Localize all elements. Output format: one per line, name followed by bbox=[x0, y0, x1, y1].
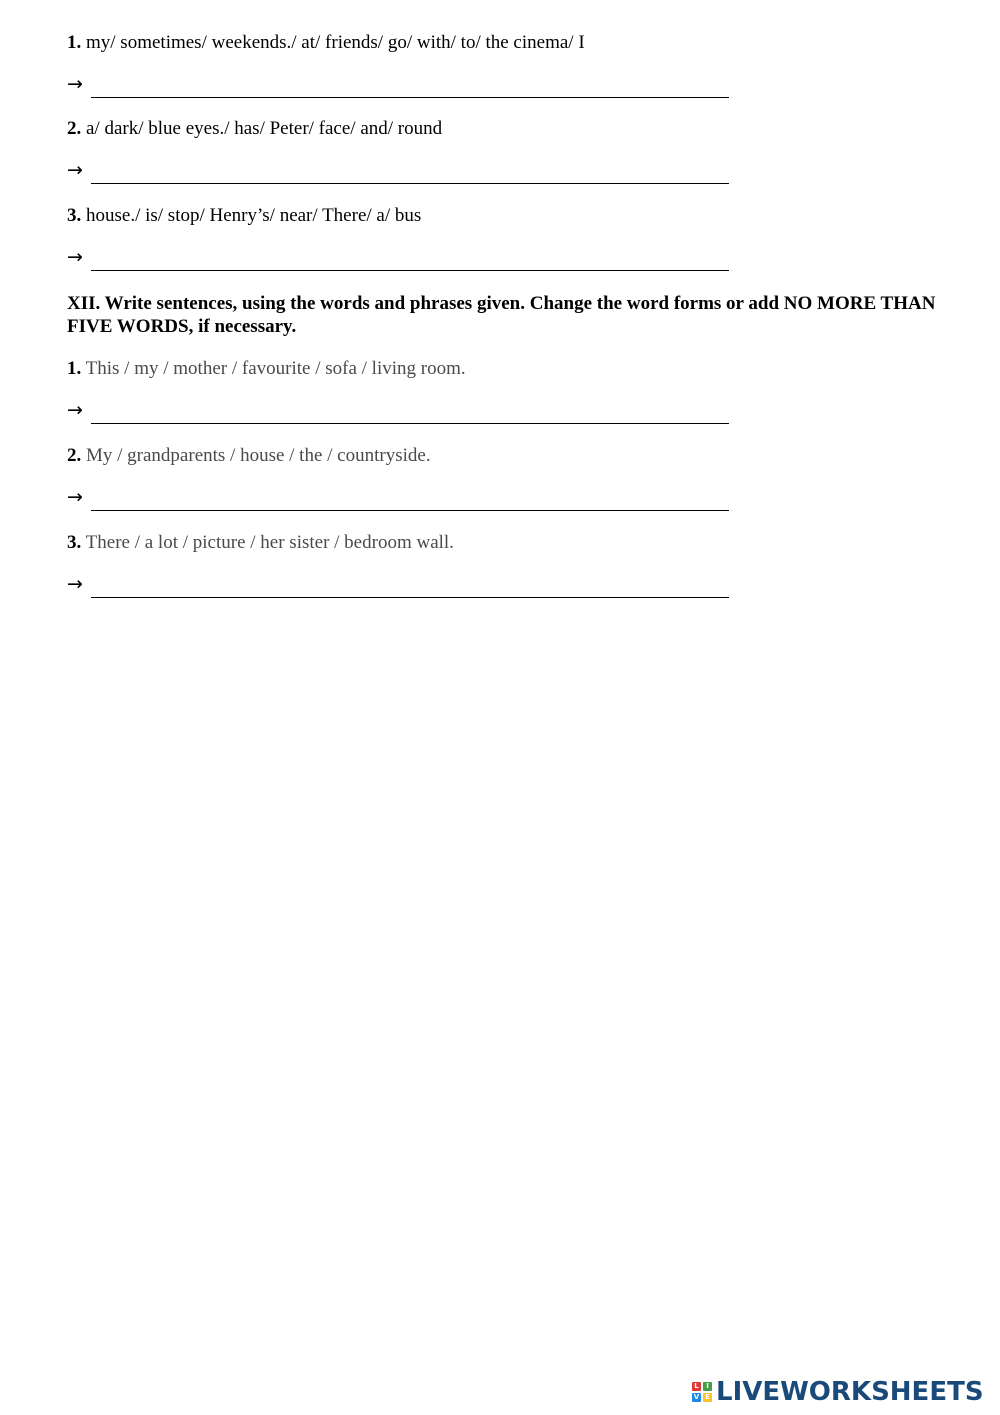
answer-field-1[interactable] bbox=[67, 72, 729, 98]
question-text: My / grandparents / house / the / countryside. bbox=[81, 445, 431, 466]
answer-field-2[interactable] bbox=[67, 158, 729, 184]
question-text: house./ is/ stop/ Henry’s/ near/ There/ a/ bus bbox=[81, 205, 422, 226]
question-1 bbox=[67, 32, 585, 54]
answer-field-4[interactable] bbox=[67, 398, 729, 424]
arrow-icon: → bbox=[67, 399, 83, 421]
question-text: There / a lot / picture / her sister / bedroom wall. bbox=[81, 532, 454, 553]
question-5 bbox=[67, 445, 431, 467]
arrow-icon: → bbox=[67, 159, 83, 181]
question-number: 3. bbox=[67, 205, 82, 226]
question-text: a/ dark/ blue eyes./ has/ Peter/ face/ and/ round bbox=[81, 118, 443, 139]
question-2 bbox=[67, 118, 442, 140]
question-number: 1. bbox=[67, 32, 82, 53]
answer-line[interactable] bbox=[91, 97, 729, 98]
logo-wordmark: LIVEWORKSHEETS bbox=[716, 1377, 984, 1407]
arrow-icon: → bbox=[67, 486, 83, 508]
section-heading: XII. Write sentences, using the words and phrases given. Change the word forms or add NO MORE THAN FIVE WORDS, if necessary. bbox=[67, 293, 936, 337]
question-4 bbox=[67, 358, 466, 380]
logo-block: V bbox=[693, 1393, 700, 1401]
logo-block: I bbox=[703, 1382, 712, 1391]
question-3 bbox=[67, 205, 421, 227]
question-number: 3. bbox=[67, 532, 82, 553]
answer-line[interactable] bbox=[91, 183, 729, 184]
answer-line[interactable] bbox=[91, 270, 729, 271]
answer-field-3[interactable] bbox=[67, 245, 729, 271]
arrow-icon: → bbox=[67, 73, 83, 95]
answer-field-6[interactable] bbox=[67, 572, 729, 598]
liveworksheets-logo bbox=[692, 1377, 984, 1407]
arrow-icon: → bbox=[67, 246, 83, 268]
logo-block: E bbox=[703, 1393, 712, 1402]
logo-blocks-icon bbox=[692, 1382, 712, 1402]
question-6 bbox=[67, 532, 454, 554]
arrow-icon: → bbox=[67, 573, 83, 595]
question-number: 1. bbox=[67, 358, 82, 379]
question-number: 2. bbox=[67, 445, 82, 466]
question-number: 2. bbox=[67, 118, 82, 139]
answer-field-5[interactable] bbox=[67, 485, 729, 511]
answer-line[interactable] bbox=[91, 510, 729, 511]
answer-line[interactable] bbox=[91, 597, 729, 598]
logo-block: L bbox=[692, 1382, 701, 1391]
question-text: This / my / mother / favourite / sofa / living room. bbox=[81, 358, 466, 379]
answer-line[interactable] bbox=[91, 423, 729, 424]
question-text: my/ sometimes/ weekends./ at/ friends/ go/ with/ to/ the cinema/ I bbox=[81, 32, 585, 53]
